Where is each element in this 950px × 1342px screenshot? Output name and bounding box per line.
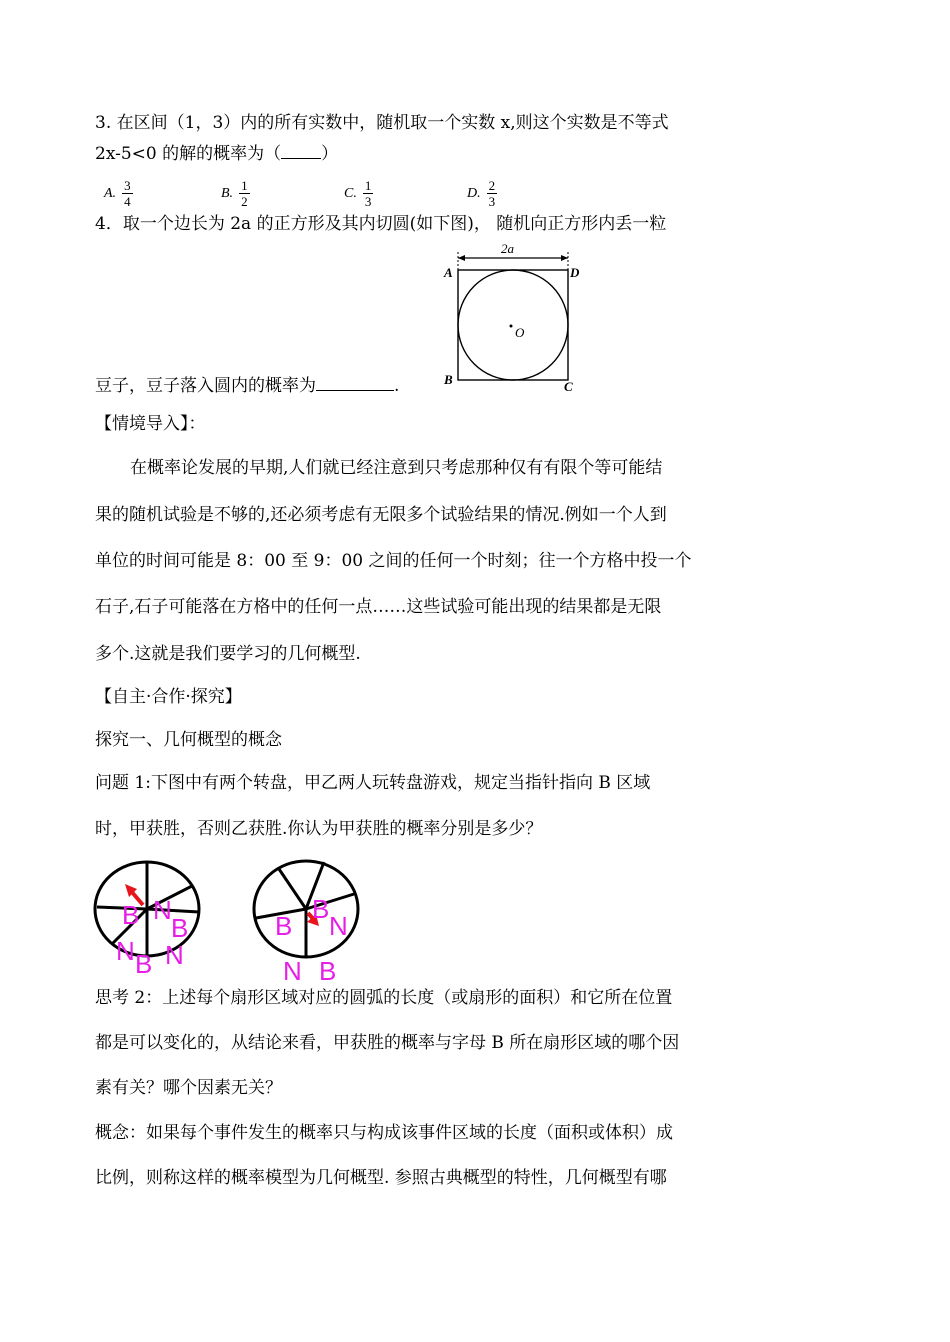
- q4-period: .: [394, 376, 400, 396]
- intro-para-line: 单位的时间可能是 8：00 至 9：00 之间的任何一个时刻；往一个方格中投一个: [95, 551, 692, 571]
- spinner-label-b: B: [135, 949, 153, 979]
- spinner-label-b: B: [171, 913, 189, 943]
- choice-b: [221, 178, 250, 209]
- choice-d: [467, 178, 497, 209]
- choice-c-fraction: [363, 178, 374, 209]
- spinner-label-n: N: [165, 940, 184, 970]
- corner-label-a: A: [444, 265, 453, 280]
- problem1-line: 问题 1:下图中有两个转盘，甲乙两人玩转盘游戏，规定当指针指向 B 区域: [95, 773, 651, 793]
- spinner-label-n: N: [329, 911, 348, 941]
- choice-a-letter: A.: [104, 185, 117, 201]
- corner-label-d: D: [570, 265, 580, 280]
- dimension-arrow-left: [458, 255, 465, 261]
- corner-label-b: B: [444, 372, 453, 387]
- dimension-arrow-right: [561, 255, 568, 261]
- q3-line2: [95, 142, 338, 166]
- spinner-left: [95, 862, 199, 979]
- explore-subheading: 探究一、几何概型的概念: [95, 730, 282, 750]
- spinners-figure: [85, 852, 385, 987]
- choice-a: [104, 178, 133, 209]
- think2-line: 思考 2：上述每个扇形区域对应的圆弧的长度（或扇形的面积）和它所在位置: [95, 988, 673, 1008]
- explore-heading: 【自主·合作·探究】: [95, 687, 242, 707]
- intro-para-line: 果的随机试验是不够的,还必须考虑有无限多个试验结果的情况.例如一个人到: [95, 505, 667, 525]
- spinner-label-b: B: [319, 956, 337, 986]
- q3-stem: 2x-5<0 的解的概率为（: [95, 144, 282, 164]
- q4-line1: 4．取一个边长为 2a 的正方形及其内切圆(如下图)， 随机向正方形内丢一粒: [95, 214, 667, 234]
- choice-b-fraction: [239, 178, 250, 209]
- choice-c-den: 3: [364, 194, 372, 209]
- choice-a-num: 3: [124, 178, 131, 193]
- answer-blank: [281, 158, 321, 159]
- q4-answer-blank: [316, 390, 394, 391]
- q3-paren-close: ）: [321, 144, 339, 164]
- intro-para-line: 多个.这就是我们要学习的几何概型.: [95, 644, 361, 664]
- choice-d-den: 3: [488, 194, 496, 209]
- choice-b-den: 2: [241, 194, 248, 209]
- center-label-o: O: [515, 325, 525, 340]
- concept-line: 比例，则称这样的概率模型为几何概型. 参照古典概型的特性，几何概型有哪: [95, 1168, 667, 1188]
- problem1-line: 时，甲获胜，否则乙获胜.你认为甲获胜的概率分别是多少？: [95, 819, 543, 839]
- choice-c-letter: C.: [344, 185, 357, 201]
- spinner-label-n: N: [153, 895, 172, 925]
- choice-c-num: 1: [364, 178, 372, 193]
- spinner-label-n: N: [116, 936, 135, 966]
- q4-line2: [95, 374, 399, 398]
- choice-d-fraction: [487, 178, 498, 209]
- think2-line: 素有关？哪个因素无关？: [95, 1078, 282, 1098]
- concept-line: 概念：如果每个事件发生的概率只与构成该事件区域的长度（面积或体积）成: [95, 1123, 673, 1143]
- corner-label-c: C: [564, 379, 573, 394]
- choice-a-den: 4: [124, 194, 131, 209]
- spinner-label-b: B: [275, 911, 293, 941]
- choice-a-fraction: [122, 178, 133, 209]
- intro-para-line: 石子,石子可能落在方格中的任何一点……这些试验可能出现的结果都是无限: [95, 597, 662, 617]
- spinner-label-n: N: [283, 956, 302, 986]
- inscribed-circle: [458, 270, 568, 380]
- choice-b-num: 1: [241, 178, 248, 193]
- spinner-label-b: B: [122, 900, 140, 930]
- intro-para-line: 在概率论发展的早期,人们就已经注意到只考虑那种仅有有限个等可能结: [130, 458, 663, 478]
- think2-line: 都是可以变化的，从结论来看，甲获胜的概率与字母 B 所在扇形区域的哪个因: [95, 1033, 680, 1053]
- spinner-right: [254, 861, 358, 986]
- choice-d-num: 2: [488, 178, 496, 193]
- spinner-label-b: B: [312, 894, 330, 924]
- square-circle-figure: [438, 240, 588, 396]
- intro-heading: 【情境导入】：: [95, 414, 206, 434]
- center-point: [510, 325, 513, 328]
- choice-b-letter: B.: [221, 185, 234, 201]
- q3-line1: 3. 在区间（1，3）内的所有实数中，随机取一个实数 x,则这个实数是不等式: [95, 113, 669, 133]
- q4-stem: 豆子，豆子落入圆内的概率为: [95, 376, 316, 396]
- choice-c: [344, 178, 373, 209]
- side-length-label: 2a: [501, 241, 514, 256]
- choice-d-letter: D.: [467, 185, 481, 201]
